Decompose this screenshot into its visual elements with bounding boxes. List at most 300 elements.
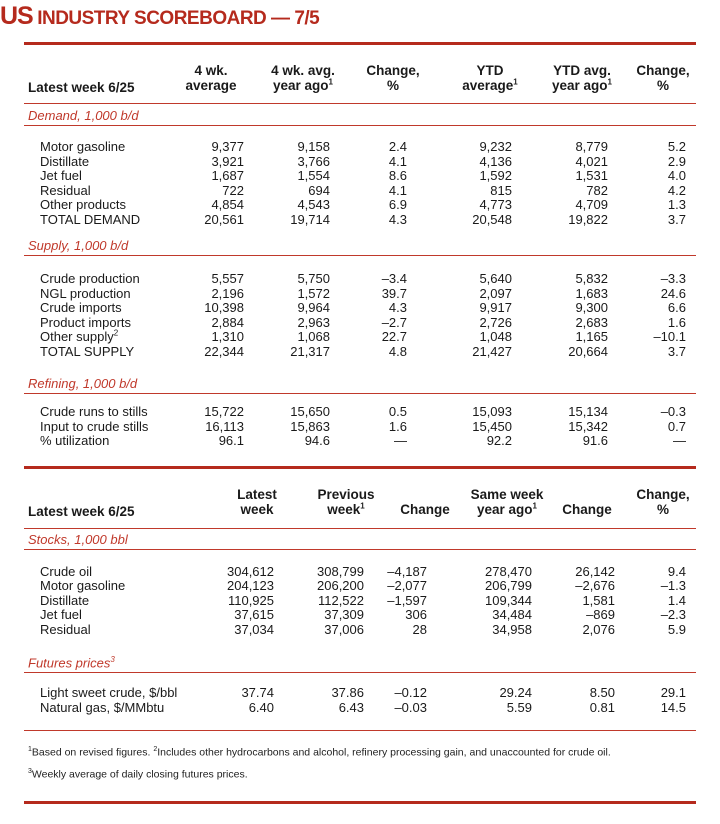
table2-header-same-week: Same week year ago$^1$ — [470, 487, 544, 517]
cell-text: –1.3 — [660, 578, 686, 594]
row-value — [347, 623, 427, 636]
row-label — [40, 155, 89, 168]
section-title — [28, 108, 139, 123]
row-value — [250, 155, 330, 168]
cell-text: Distillate — [40, 153, 90, 169]
cell-text: Crude oil — [40, 564, 93, 579]
cell-text: 4,773 — [479, 197, 512, 212]
section-underline — [24, 255, 696, 256]
cell-text: –869 — [586, 607, 615, 623]
cell-text: 22.7 — [381, 329, 407, 345]
cell-text: 9,158 — [297, 139, 330, 154]
table-row — [0, 301, 720, 314]
cell-text: 2,683 — [575, 314, 608, 330]
cell-text: 9,300 — [575, 300, 608, 316]
cell-text: 782 — [586, 182, 608, 198]
cell-text: 4.1 — [388, 182, 407, 198]
row-label — [40, 623, 91, 636]
section-title — [28, 532, 128, 547]
row-label — [40, 272, 140, 285]
table1-header-4wk-year-ago: 4 wk. avg. year ago$^1$ — [271, 63, 335, 93]
g2a: Previous — [317, 487, 375, 502]
cell-text: 16,113 — [205, 418, 244, 434]
row-value — [432, 213, 512, 226]
cell-text: 94.6 — [304, 433, 330, 448]
cell-text: 29.24 — [499, 685, 532, 700]
cell-text: Motor gasoline — [40, 578, 126, 594]
row-value — [250, 272, 330, 285]
cell-text: 91.6 — [582, 433, 608, 448]
cell-text: 694 — [308, 182, 330, 198]
row-value — [432, 405, 512, 418]
cell-text: –3.3 — [660, 271, 686, 286]
cell-text: 9,232 — [479, 139, 512, 154]
fn3: Weekly average of daily closing futures prices. — [31, 768, 248, 781]
g2b: week — [327, 502, 361, 517]
cell-text: 92.2 — [486, 433, 512, 448]
row-label — [40, 184, 91, 197]
table-row — [0, 405, 720, 418]
cell-text: 14.5 — [660, 699, 686, 715]
page-title — [0, 2, 319, 31]
h2a: 4 wk. avg. — [271, 63, 335, 78]
row-value — [452, 608, 532, 621]
cell-text: 15,093 — [472, 404, 512, 419]
cell-text: Other products — [40, 197, 126, 212]
row-value — [327, 287, 407, 300]
row-value — [452, 623, 532, 636]
cell-text: 8.6 — [388, 168, 407, 183]
row-value — [606, 623, 686, 636]
h4a: YTD — [476, 63, 504, 78]
cell-text: 0.81 — [589, 699, 615, 715]
row-label — [40, 316, 131, 329]
row-value — [250, 330, 330, 343]
table-row — [0, 213, 720, 226]
row-value — [432, 155, 512, 168]
cell-text: 9,964 — [297, 300, 330, 316]
cell-text: 4,136 — [479, 153, 512, 169]
table-row — [0, 579, 720, 592]
cell-text: 1,531 — [575, 168, 608, 183]
cell-text: 2.9 — [667, 153, 686, 169]
cell-text: 1,310 — [211, 329, 244, 345]
cell-text: Other supply — [40, 329, 114, 345]
cell-text: Crude runs to stills — [40, 404, 148, 419]
row-value — [327, 301, 407, 314]
row-value — [250, 287, 330, 300]
cell-text: 6.43 — [338, 699, 364, 715]
row-value — [194, 686, 274, 699]
cell-text: 3,766 — [297, 153, 330, 169]
cell-text: Residual — [40, 621, 91, 637]
cell-text: 29.1 — [660, 685, 686, 700]
row-value — [452, 579, 532, 592]
table1-header-ytd: YTD average$^1$ — [462, 63, 518, 93]
cell-text: 19,714 — [290, 211, 330, 227]
row-value — [164, 316, 244, 329]
row-value — [432, 184, 512, 197]
row-label — [40, 345, 134, 358]
cell-text: 4,543 — [297, 197, 330, 212]
section-title: Futures prices$^3$ — [28, 655, 115, 671]
cell-text: 1,592 — [479, 168, 512, 183]
cell-text: 15,134 — [568, 404, 608, 419]
row-value — [164, 184, 244, 197]
row-value — [432, 420, 512, 433]
cell-text: 34,484 — [492, 607, 532, 623]
cell-text: 5.59 — [506, 699, 532, 715]
cell-text: 4.1 — [388, 153, 407, 169]
row-value — [250, 213, 330, 226]
row-value — [164, 169, 244, 182]
row-value — [432, 316, 512, 329]
section-title-text: Refining, 1,000 b/d — [28, 376, 138, 391]
row-value — [528, 140, 608, 153]
row-value — [606, 345, 686, 358]
row-value — [347, 608, 427, 621]
row-value — [250, 140, 330, 153]
row-value — [606, 434, 686, 447]
cell-text: 112,522 — [317, 592, 364, 608]
h3b: % — [386, 78, 399, 93]
table-row — [0, 623, 720, 636]
row-value — [327, 213, 407, 226]
row-value — [535, 608, 615, 621]
cell-text: NGL production — [40, 285, 131, 301]
row-value — [535, 623, 615, 636]
row-value — [250, 169, 330, 182]
cell-text: 28 — [412, 621, 427, 637]
row-value — [606, 701, 686, 714]
row-value — [606, 316, 686, 329]
row-value — [606, 405, 686, 418]
row-value — [606, 213, 686, 226]
cell-text: 10,398 — [204, 300, 244, 316]
cell-text: 15,342 — [568, 418, 608, 434]
table-row — [0, 686, 720, 699]
section-title-text: Futures prices — [28, 655, 111, 671]
table-row — [0, 565, 720, 578]
row-value — [327, 140, 407, 153]
cell-text: 109,344 — [485, 592, 532, 608]
row-value — [164, 405, 244, 418]
cell-text: Crude production — [40, 271, 140, 286]
row-value — [250, 184, 330, 197]
cell-text: 4.0 — [667, 168, 686, 183]
table-row — [0, 434, 720, 447]
row-value — [432, 169, 512, 182]
table-row — [0, 420, 720, 433]
cell-text: 20,561 — [204, 211, 244, 227]
row-value — [164, 272, 244, 285]
row-value — [327, 169, 407, 182]
row-value — [535, 565, 615, 578]
cell-text: Motor gasoline — [40, 139, 126, 154]
row-value — [528, 198, 608, 211]
cell-text: 5,832 — [575, 271, 608, 286]
cell-text: 2.4 — [388, 139, 407, 154]
cell-text: 21,427 — [472, 344, 512, 359]
h6b: % — [656, 78, 669, 93]
row-value — [250, 345, 330, 358]
row-label — [40, 169, 82, 182]
cell-text: 815 — [490, 182, 512, 198]
cell-text: 204,123 — [227, 578, 274, 594]
table-row — [0, 608, 720, 621]
cell-text: –2.7 — [381, 314, 407, 330]
row-value — [606, 140, 686, 153]
row-value — [535, 594, 615, 607]
table-divider-rule — [24, 466, 696, 469]
table-row — [0, 140, 720, 153]
cell-text: 722 — [222, 182, 244, 198]
cell-text: –4,187 — [387, 564, 427, 579]
h1b: average — [185, 78, 237, 93]
cell-text: 2,076 — [582, 621, 615, 637]
row-value — [194, 565, 274, 578]
section-underline — [24, 393, 696, 394]
row-value — [528, 405, 608, 418]
cell-text: — — [673, 433, 686, 448]
h6a: Change, — [636, 63, 690, 78]
cell-text: –0.3 — [660, 404, 686, 419]
cell-text: 4.3 — [388, 300, 407, 316]
row-value — [528, 272, 608, 285]
cell-text: 1,581 — [582, 592, 615, 608]
cell-text: 206,200 — [317, 578, 364, 594]
table-row — [0, 287, 720, 300]
cell-text: 6.6 — [667, 300, 686, 316]
cell-text: –2.3 — [660, 607, 686, 623]
row-value — [250, 198, 330, 211]
cell-text: 20,664 — [568, 344, 608, 359]
section-title — [28, 238, 128, 253]
row-value — [528, 420, 608, 433]
cell-text: 5,640 — [479, 271, 512, 286]
cell-text: 37,309 — [324, 607, 364, 623]
cell-text: 20,548 — [472, 211, 512, 227]
g4b: year ago — [477, 502, 533, 517]
cell-text: 0.5 — [388, 404, 407, 419]
cell-text: % utilization — [40, 433, 110, 448]
row-label — [40, 140, 125, 153]
cell-text: 15,650 — [290, 404, 330, 419]
cell-text: 15,450 — [472, 418, 512, 434]
row-value — [327, 198, 407, 211]
row-value — [528, 184, 608, 197]
cell-text: 2,726 — [479, 314, 512, 330]
row-value — [535, 579, 615, 592]
cell-text: 37.86 — [331, 685, 364, 700]
table2-header-change — [390, 487, 460, 517]
footnote-1-2: $^1$Based on revised figures. $^2$Includes other hydrocarbons and alcohol, refinery processing gain, and unaccounted for crude oil. — [28, 746, 611, 759]
row-value — [327, 155, 407, 168]
row-label — [40, 213, 140, 226]
table1-header-label: Latest week 6/25 — [28, 80, 135, 95]
table-row — [0, 316, 720, 329]
table1-header-rule — [24, 103, 696, 104]
cell-text: Jet fuel — [40, 168, 82, 183]
row-value — [606, 608, 686, 621]
cell-text: 21,317 — [290, 344, 330, 359]
cell-text: 19,822 — [568, 211, 608, 227]
row-value — [452, 565, 532, 578]
row-label — [40, 405, 148, 418]
table1-header-change — [358, 63, 428, 93]
cell-text: –2,077 — [387, 578, 427, 594]
table1-top-rule — [24, 42, 696, 45]
row-value — [606, 686, 686, 699]
section-title-text: Supply, 1,000 b/d — [28, 238, 129, 253]
cell-text: 15,863 — [290, 418, 330, 434]
cell-text: 304,612 — [227, 564, 274, 579]
cell-text: 5.9 — [667, 621, 686, 637]
cell-text: 9.4 — [667, 564, 686, 579]
cell-text: Light sweet crude, $/bbl — [40, 685, 178, 700]
row-value — [606, 330, 686, 343]
row-label — [40, 608, 82, 621]
row-value — [528, 316, 608, 329]
row-value — [164, 345, 244, 358]
row-value — [327, 272, 407, 285]
row-value — [606, 169, 686, 182]
cell-text: 34,958 — [492, 621, 532, 637]
cell-text: 6.40 — [248, 699, 274, 715]
row-value — [347, 686, 427, 699]
row-label — [40, 594, 89, 607]
row-value — [327, 184, 407, 197]
title-rest: INDUSTRY SCOREBOARD — 7/5 — [37, 8, 320, 29]
cell-text: TOTAL DEMAND — [40, 211, 141, 227]
row-value — [606, 155, 686, 168]
cell-text: 15,722 — [204, 404, 244, 419]
bottom-rule — [24, 801, 696, 804]
cell-text: 39.7 — [381, 285, 407, 301]
row-label — [40, 565, 92, 578]
table2-header-change-pct — [628, 487, 698, 517]
cell-text: 96.1 — [218, 433, 244, 448]
row-value — [452, 686, 532, 699]
row-value — [347, 579, 427, 592]
cell-text: 110,925 — [227, 592, 274, 608]
cell-text: 4,854 — [211, 197, 244, 212]
fn2: Includes other hydrocarbons and alcohol, refinery processing gain, and unaccounted for crude oil. — [157, 746, 611, 759]
table2-header-previous: Previous week$^1$ — [317, 487, 375, 517]
table-row — [0, 169, 720, 182]
row-label — [40, 686, 177, 699]
cell-text: 24.6 — [660, 285, 686, 301]
section-title — [28, 376, 137, 391]
cell-text: 206,799 — [485, 578, 532, 594]
cell-text: 5,557 — [211, 271, 244, 286]
row-value — [606, 198, 686, 211]
cell-text: 37.74 — [241, 685, 274, 700]
row-value — [164, 330, 244, 343]
row-value — [432, 272, 512, 285]
cell-text: 1.3 — [667, 197, 686, 212]
row-value — [327, 420, 407, 433]
fn1: Based on revised figures. — [31, 746, 154, 759]
section-underline — [24, 125, 696, 126]
row-value — [528, 213, 608, 226]
section-underline — [24, 549, 696, 550]
row-value — [432, 434, 512, 447]
cell-text: 6.9 — [388, 197, 407, 212]
g6a: Change, — [636, 487, 690, 502]
cell-text: Residual — [40, 182, 91, 198]
table-row — [0, 198, 720, 211]
row-label — [40, 198, 126, 211]
cell-text: –1,597 — [387, 592, 427, 608]
row-value — [528, 169, 608, 182]
row-value — [164, 434, 244, 447]
row-value — [250, 434, 330, 447]
cell-text: 1,572 — [297, 285, 330, 301]
table-row — [0, 345, 720, 358]
g3b: Change — [400, 502, 450, 517]
cell-text: 26,142 — [575, 564, 615, 579]
cell-text: 4.8 — [388, 344, 407, 359]
h5b: year ago — [552, 78, 608, 93]
row-value — [528, 155, 608, 168]
cell-text: 37,006 — [324, 621, 364, 637]
h2b: year ago — [273, 78, 329, 93]
row-value — [347, 594, 427, 607]
h5a: YTD avg. — [553, 63, 611, 78]
title-prefix: US — [0, 2, 33, 30]
row-value — [606, 579, 686, 592]
cell-text: Distillate — [40, 592, 90, 608]
row-value — [528, 434, 608, 447]
cell-text: 1,554 — [297, 168, 330, 183]
cell-text: 9,917 — [479, 300, 512, 316]
cell-text: 22,344 — [204, 344, 244, 359]
cell-text: –0.12 — [394, 685, 427, 700]
row-label — [40, 434, 109, 447]
cell-text: 1.6 — [667, 314, 686, 330]
row-value — [327, 330, 407, 343]
cell-text: 4,021 — [575, 153, 608, 169]
cell-text: 37,615 — [234, 607, 274, 623]
row-value — [606, 272, 686, 285]
row-value — [606, 565, 686, 578]
row-value — [327, 405, 407, 418]
row-value — [528, 301, 608, 314]
cell-text: 3.7 — [667, 344, 686, 359]
cell-text: 1,048 — [479, 329, 512, 345]
table-row — [0, 330, 720, 343]
row-label — [40, 420, 148, 433]
row-value — [347, 701, 427, 714]
cell-text: Input to crude stills — [40, 418, 149, 434]
cell-text: 4.2 — [667, 182, 686, 198]
row-value — [327, 316, 407, 329]
footnote-rule — [24, 730, 696, 731]
cell-text: 0.7 — [667, 418, 686, 434]
cell-text: — — [394, 433, 407, 448]
cell-text: 4,709 — [575, 197, 608, 212]
row-value — [194, 594, 274, 607]
cell-text: Jet fuel — [40, 607, 82, 623]
cell-text: –3.4 — [381, 271, 407, 286]
table-row — [0, 594, 720, 607]
cell-text: 1.4 — [667, 592, 686, 608]
table1-header-change-pct — [628, 63, 698, 93]
row-value — [432, 287, 512, 300]
cell-text: –10.1 — [653, 329, 686, 345]
cell-text: 2,196 — [211, 285, 244, 301]
